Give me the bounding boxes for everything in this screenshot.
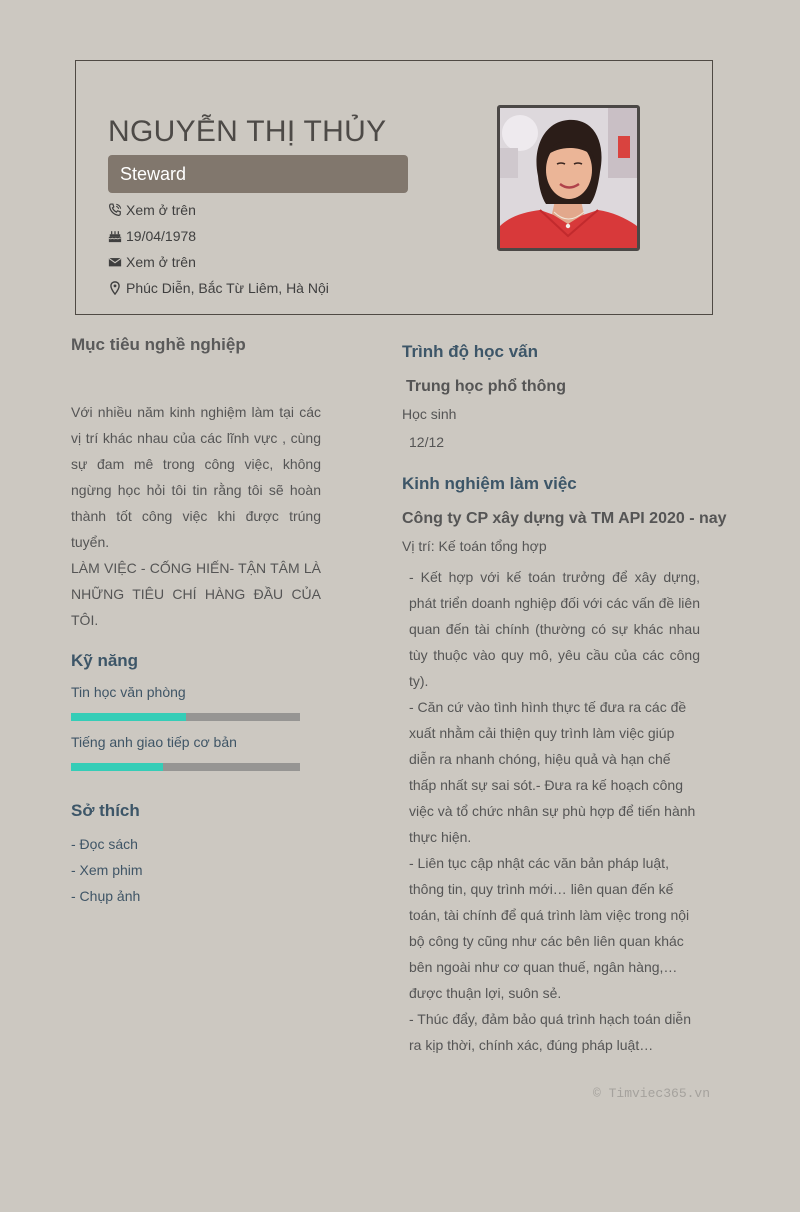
contact-phone [108,197,329,223]
objective-title: Mục tiêu nghề nghiệp [71,335,246,354]
profile-photo-illustration [500,108,637,248]
contact-address-text: Phúc Diễn, Bắc Từ Liêm, Hà Nội [126,280,329,296]
experience-duty-2: - Căn cứ vào tình hình thực tế đưa ra các đề xuất nhằm cải thiện quy trình làm việc giúp diễn ra nhanh chóng, hiệu quả và hạn chế thấp nhất sự sai sót.- Đưa ra kế hoạch công việc và tổ chức nhân sự phù hợp để tiến hành thực hiện. [409,699,696,845]
location-pin-icon [108,281,122,295]
hobby-item: - Đọc sách [71,836,138,852]
contact-email-text: Xem ở trên [126,254,196,270]
hobby-item: - Chụp ảnh [71,888,141,904]
hobby-list [71,831,321,909]
envelope-icon [108,255,122,269]
experience-description [402,564,700,1058]
skills-title: Kỹ năng [71,651,139,670]
experience-duty-3: - Liên tục cập nhật các văn bản pháp luật, thông tin, quy trình mới… liên quan đến kế toán, tài chính để quá trình làm việc trong nội bộ công ty cũng như các bên liên quan khác bên ngoài như cơ quan thuế, ngân hàng,… được thuận lợi, suôn sẻ. [409,855,690,1001]
hobby-item: - Xem phim [71,862,143,878]
experience-company: Công ty CP xây dựng và TM API 2020 - nay [402,510,727,527]
contact-phone-text: Xem ở trên [126,202,196,218]
right-column [402,342,727,1058]
education-role: Học sinh [402,406,457,422]
skill-name: Tin học văn phòng [71,684,186,700]
contact-list [108,197,329,301]
objective-paragraph-2: LÀM VIỆC - CỐNG HIẾN- TẬN TÂM LÀ NHỮNG TIÊU CHÍ HÀNG ĐẦU CỦA TÔI. [71,560,321,628]
skill-bar-fill [71,713,186,721]
profile-photo [497,105,640,251]
contact-email [108,249,329,275]
experience-duty-1: - Kết hợp với kế toán trưởng để xây dựng, phát triển doanh nghiệp đối với các vấn đề liên quan đến tài chính (thường có sự khác nhau tùy thuộc vào quy mô, yêu cầu của các công ty). [409,569,700,689]
contact-birthday [108,223,329,249]
candidate-name: NGUYỄN THỊ THỦY [108,115,387,148]
education-grade: 12/12 [409,434,445,450]
experience-position: Vị trí: Kế toán tổng hợp [402,538,547,554]
skill-bar-track [71,713,300,721]
education-school: Trung học phổ thông [406,378,566,395]
skill-item [71,683,321,721]
objective-text [71,399,321,633]
contact-birthday-text: 19/04/1978 [126,228,197,244]
experience-duty-4: - Thúc đẩy, đảm bảo quá trình hạch toán diễn ra kịp thời, chính xác, đúng pháp luật… [409,1011,692,1053]
phone-icon [108,203,122,217]
profile-header [75,60,713,315]
contact-address [108,275,329,301]
left-column [71,335,321,909]
job-title-bar: Steward [108,155,408,193]
skill-bar-fill [71,763,163,771]
skill-item [71,733,321,771]
education-title: Trình độ học vấn [402,342,539,361]
experience-title: Kinh nghiệm làm việc [402,474,577,493]
hobbies-title: Sở thích [71,801,140,820]
skill-name: Tiếng anh giao tiếp cơ bản [71,734,237,750]
objective-paragraph-1: Với nhiều năm kinh nghiệm làm tại các vị trí khác nhau của các lĩnh vực , cùng sự đam mê trong công việc, không ngừng học hỏi tôi tin rằng tôi sẽ hoàn thành tốt công việc khi được trúng tuyển. [71,404,321,550]
skill-bar-track [71,763,300,771]
watermark: © Timviec365.vn [593,1086,711,1101]
birthday-cake-icon [108,229,122,243]
